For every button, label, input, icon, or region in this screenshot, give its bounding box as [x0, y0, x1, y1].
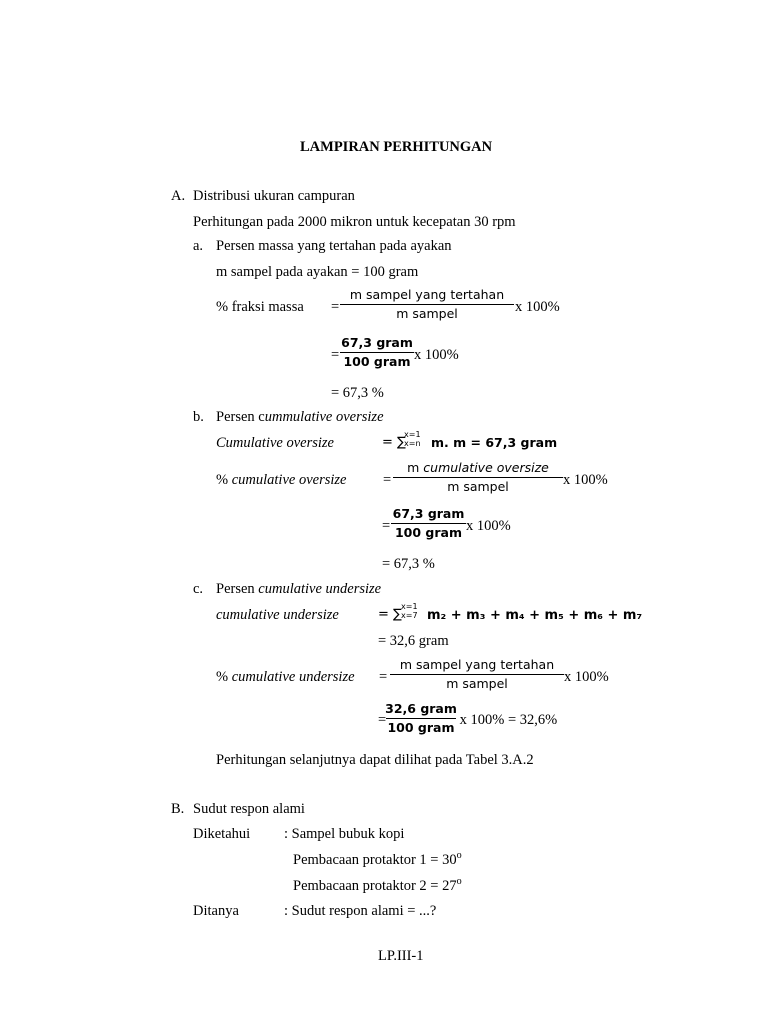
item-a-heading: Persen massa yang tertahan pada ayakan	[216, 238, 452, 254]
percent-cumulative-oversize-label: % cumulative oversize	[216, 472, 347, 488]
fraction-numerator: m sampel yang tertahan	[399, 657, 555, 672]
equals-sign: =	[379, 669, 388, 685]
fraction-b2	[391, 507, 466, 540]
cumulative-oversize-expression: m. m = 67,3 gram	[431, 435, 558, 450]
summation-upper-limit: x=1	[404, 430, 421, 439]
times-100-percent: x 100%	[515, 299, 560, 315]
fraction-numerator: 67,3 gram	[392, 506, 465, 521]
section-a-intro: Perhitungan pada 2000 mikron untuk kecepatan 30 rpm	[193, 214, 516, 230]
item-c-label: c.	[193, 581, 204, 597]
cumulative-oversize-label: Cumulative oversize	[216, 435, 334, 451]
times-100-percent: x 100%	[466, 518, 511, 534]
equals-sign: =	[331, 299, 340, 315]
fraction-denominator: m sampel	[396, 305, 458, 321]
diketahui-label: Diketahui	[193, 826, 251, 842]
times-100-percent: x 100%	[564, 669, 609, 685]
summation-sign: = ∑	[382, 435, 406, 450]
fraction-numerator: 32,6 gram	[385, 701, 457, 716]
item-a-label: a.	[193, 238, 204, 254]
result-a: = 67,3 %	[331, 385, 384, 401]
fraction-c1	[390, 658, 564, 691]
page-number: LP.III-1	[378, 948, 424, 964]
percent-cumulative-undersize-label: % cumulative undersize	[216, 669, 355, 685]
fraction-c2	[386, 702, 456, 735]
equals-sign: =	[383, 472, 392, 488]
fraction-b1	[393, 461, 563, 494]
fraction-denominator: 100 gram	[394, 524, 463, 540]
cumulative-undersize-result: = 32,6 gram	[378, 633, 449, 649]
fraction-numerator: m sampel yang tertahan	[349, 287, 505, 302]
fraction-a1	[340, 288, 514, 321]
page-title: LAMPIRAN PERHITUNGAN	[300, 139, 493, 155]
fraction-denominator: 100 gram	[343, 353, 411, 369]
ditanya-label: Ditanya	[193, 903, 239, 919]
protaktor-2-reading: Pembacaan protaktor $2 = 27^o$	[293, 876, 462, 894]
section-a-label: A.	[171, 188, 186, 204]
section-b-label: B.	[171, 801, 185, 817]
fraction-numerator: 67,3 gram	[341, 335, 413, 350]
fraction-numerator: m cumulative oversize	[407, 460, 549, 475]
fraksi-massa-label: % fraksi massa	[216, 299, 304, 315]
item-b-heading: Persen cummulative oversize	[216, 409, 384, 425]
item-b-label: b.	[193, 409, 204, 425]
final-result-c: x 100% = 32,6%	[456, 712, 558, 728]
cumulative-undersize-label: cumulative undersize	[216, 607, 339, 623]
fraction-a2	[340, 336, 414, 369]
summation-lower-limit: x=7	[401, 611, 418, 620]
diketahui-value: : Sampel bubuk kopi	[284, 826, 405, 842]
summation-upper-limit: x=1	[401, 602, 418, 611]
result-b: = 67,3 %	[382, 556, 435, 572]
section-a-heading: Distribusi ukuran campuran	[193, 188, 355, 204]
cumulative-undersize-expression: m₂ + m₃ + m₄ + m₅ + m₆ + m₇	[427, 608, 643, 623]
summation-lower-limit: x=n	[404, 439, 421, 448]
item-a-line1: m sampel pada ayakan = 100 gram	[216, 264, 419, 280]
times-100-percent: x 100%	[414, 347, 459, 363]
summation-sign: = ∑	[378, 607, 402, 622]
equals-sign: =	[382, 518, 391, 534]
fraction-denominator: m sampel	[447, 478, 509, 494]
protaktor-1-reading: Pembacaan protaktor $1 = 30^o$	[293, 850, 462, 868]
section-b-heading: Sudut respon alami	[193, 801, 305, 817]
fraction-denominator: m sampel	[446, 675, 508, 691]
section-a-footer-note: Perhitungan selanjutnya dapat dilihat pada Tabel 3.A.2	[216, 752, 534, 768]
equals-sign: =	[378, 712, 387, 728]
fraction-denominator: 100 gram	[387, 719, 455, 735]
equals-sign: =	[331, 347, 340, 363]
item-c-heading: Persen cumulative undersize	[216, 581, 382, 597]
times-100-percent: x 100%	[563, 472, 608, 488]
ditanya-value: : Sudut respon alami = ...?	[284, 903, 437, 919]
